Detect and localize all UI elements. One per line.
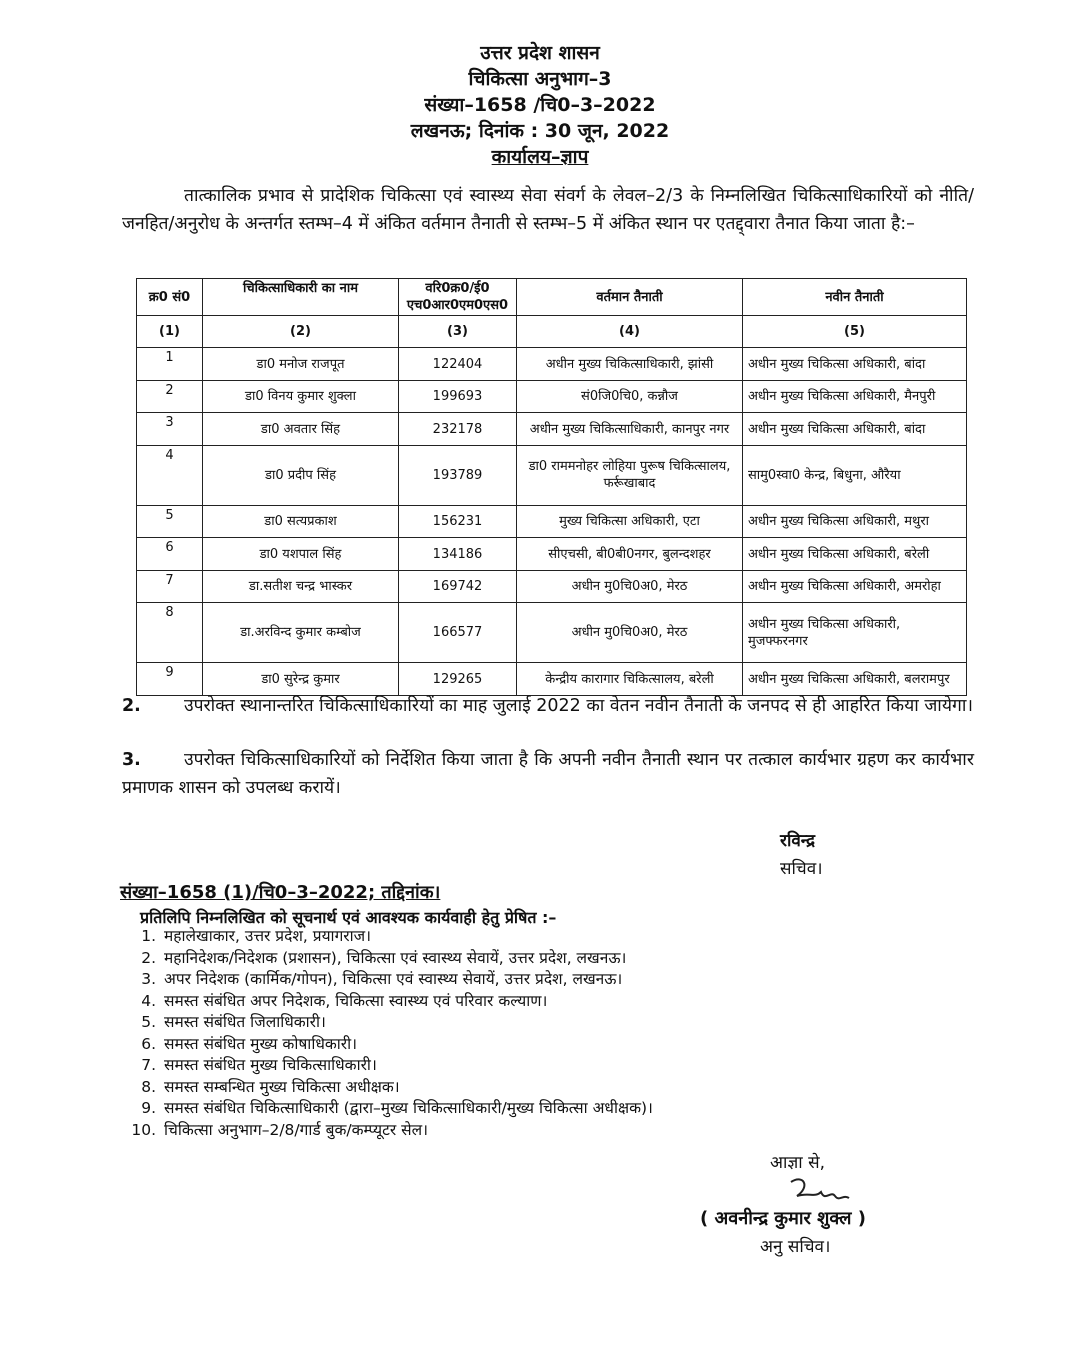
current-posting-cell: अधीन मुख्य चिकित्साधिकारी, झांसी	[517, 348, 743, 380]
table-row	[137, 348, 967, 380]
id-cell: 166577	[399, 603, 517, 663]
id-cell: 193789	[399, 445, 517, 505]
serial-cell: 9	[137, 663, 203, 696]
section-title: चिकित्सा अनुभाग–3	[468, 68, 612, 90]
table-index-row	[137, 316, 967, 348]
list-item	[118, 948, 653, 970]
reference-number: संख्या–1658 /चि0–3–2022	[424, 94, 656, 116]
id-cell: 199693	[399, 380, 517, 412]
current-posting-cell: डा0 राममनोहर लोहिया पुरूष चिकित्सालय, फर्रूखाबाद	[517, 445, 743, 505]
transfer-table	[136, 278, 967, 696]
table-row	[137, 570, 967, 602]
table-row	[137, 603, 967, 663]
table-row	[137, 380, 967, 412]
office-memo-title: कार्यालय–ज्ञाप	[491, 146, 589, 168]
new-posting-cell: अधीन मुख्य चिकित्सा अधिकारी, बांदा	[743, 413, 967, 445]
id-cell: 156231	[399, 505, 517, 537]
id-cell: 169742	[399, 570, 517, 602]
name-cell: डा.अरविन्द कुमार कम्बोज	[203, 603, 399, 663]
list-item-number: 10.	[131, 1120, 156, 1139]
index-cell: (1)	[137, 316, 203, 348]
order-text: आज्ञा से,	[770, 1153, 825, 1173]
new-posting-cell: अधीन मुख्य चिकित्सा अधिकारी, मैनपुरी	[743, 380, 967, 412]
list-item	[118, 1120, 653, 1142]
new-posting-cell: अधीन मुख्य चिकित्सा अधिकारी, मुजफ्फरनगर	[743, 603, 967, 663]
header-serial: क्र0 सं0	[137, 279, 203, 316]
list-item-number: 8.	[141, 1077, 156, 1096]
paragraph-text: उपरोक्त स्थानान्तरित चिकित्साधिकारियों का माह जुलाई 2022 का वेतन नवीन तैनाती के जनपद से ही आहरित किया जायेगा।	[184, 696, 973, 716]
serial-cell: 3	[137, 413, 203, 445]
index-cell: (2)	[203, 316, 399, 348]
index-cell: (4)	[517, 316, 743, 348]
list-item-number: 1.	[141, 927, 156, 945]
list-item-number: 2.	[141, 948, 156, 967]
serial-cell: 6	[137, 538, 203, 570]
id-cell: 129265	[399, 663, 517, 696]
table-row	[137, 663, 967, 696]
name-cell: डा0 अवतार सिंह	[203, 413, 399, 445]
header-new-posting: नवीन तैनाती	[743, 279, 967, 316]
name-cell: डा0 विनय कुमार शुक्ला	[203, 380, 399, 412]
list-item	[118, 1055, 653, 1077]
new-posting-cell: अधीन मुख्य चिकित्सा अधिकारी, बरेली	[743, 538, 967, 570]
place-date: लखनऊ; दिनांक : 30 जून, 2022	[410, 120, 670, 142]
table-row	[137, 538, 967, 570]
list-item-text: चिकित्सा अनुभाग–2/8/गार्ड बुक/कम्प्यूटर सेल।	[164, 1120, 429, 1139]
list-item	[118, 926, 653, 948]
header-id: वरि0क्र0/ई0 एच0आर0एम0एस0	[399, 279, 517, 316]
name-cell: डा0 सुरेन्द्र कुमार	[203, 663, 399, 696]
list-item	[118, 991, 653, 1013]
new-posting-cell: अधीन मुख्य चिकित्सा अधिकारी, अमरोहा	[743, 570, 967, 602]
list-item-text: समस्त संबंधित जिलाधिकारी।	[164, 1013, 326, 1031]
intro-paragraph: तात्कालिक प्रभाव से प्रादेशिक चिकित्सा एवं स्वास्थ्य सेवा संवर्ग के लेवल–2/3 के निम्नलिखित चिकित्साधिकारियों को नीति/जनहित/अनुरोध के अन्तर्गत स्तम्भ–4 में अंकित वर्तमान तैनाती से स्तम्भ–5 में अंकित स्थान पर एतद्द्वारा तैनात किया जाता है:–	[122, 186, 974, 234]
paragraph-text: उपरोक्त चिकित्साधिकारियों को निर्देशित किया जाता है कि अपनी नवीन तैनाती स्थान पर तत्काल कार्यभार ग्रहण कर कार्यभार प्रमाणक शासन को उपलब्ध करायें।	[122, 750, 974, 798]
government-title: उत्तर प्रदेश शासन	[480, 42, 600, 64]
table-header-row	[137, 279, 967, 316]
list-item	[118, 969, 653, 991]
list-item-text: समस्त सम्बन्धित मुख्य चिकित्सा अधीक्षक।	[164, 1077, 400, 1096]
new-posting-cell: अधीन मुख्य चिकित्सा अधिकारी, मथुरा	[743, 505, 967, 537]
list-item-number: 4.	[141, 991, 156, 1010]
list-item	[118, 1077, 653, 1099]
list-item-text: महानिदेशक/निदेशक (प्रशासन), चिकित्सा एवं स्वास्थ्य सेवायें, उत्तर प्रदेश, लखनऊ।	[164, 948, 627, 967]
serial-cell: 1	[137, 348, 203, 380]
new-posting-cell: अधीन मुख्य चिकित्सा अधिकारी, बांदा	[743, 348, 967, 380]
signatory-name: रविन्द्र	[780, 831, 816, 851]
serial-cell: 8	[137, 603, 203, 663]
new-posting-cell: सामु0स्वा0 केन्द्र, बिधुना, औरैया	[743, 445, 967, 505]
current-posting-cell: अधीन मु0चि0अ0, मेरठ	[517, 570, 743, 602]
list-item-number: 9.	[141, 1099, 156, 1117]
current-posting-cell: केन्द्रीय कारागार चिकित्सालय, बरेली	[517, 663, 743, 696]
header-current-posting: वर्तमान तैनाती	[517, 279, 743, 316]
undersigned-designation: अनु सचिव।	[760, 1237, 831, 1257]
list-item-number: 3.	[141, 970, 156, 988]
serial-cell: 4	[137, 445, 203, 505]
name-cell: डा0 प्रदीप सिंह	[203, 445, 399, 505]
current-posting-cell: सं0जि0चि0, कन्नौज	[517, 380, 743, 412]
copy-heading: प्रतिलिपि निम्नलिखित को सूचनार्थ एवं आवश्यक कार्यवाही हेतु प्रेषित :–	[140, 908, 557, 927]
letter-header	[330, 40, 750, 170]
list-item-text: समस्त संबंधित अपर निदेशक, चिकित्सा स्वास्थ्य एवं परिवार कल्याण।	[164, 991, 548, 1010]
paragraph-number: 2.	[122, 696, 141, 716]
list-item-text: अपर निदेशक (कार्मिक/गोपन), चिकित्सा एवं स्वास्थ्य सेवायें, उत्तर प्रदेश, लखनऊ।	[164, 970, 623, 988]
copy-reference-number: संख्या–1658 (1)/चि0–3–2022; तद्दिनांक।	[120, 882, 441, 903]
id-cell: 232178	[399, 413, 517, 445]
list-item	[118, 1098, 653, 1120]
serial-cell: 2	[137, 380, 203, 412]
id-cell: 122404	[399, 348, 517, 380]
paragraph-2	[122, 692, 974, 720]
list-item	[118, 1034, 653, 1056]
list-item	[118, 1012, 653, 1034]
id-cell: 134186	[399, 538, 517, 570]
list-item-number: 6.	[141, 1034, 156, 1053]
table-row	[137, 505, 967, 537]
list-item-number: 5.	[141, 1013, 156, 1031]
list-item-text: समस्त संबंधित चिकित्साधिकारी (द्वारा–मुख्य चिकित्साधिकारी/मुख्य चिकित्सा अधीक्षक)।	[164, 1099, 653, 1117]
current-posting-cell: सीएचसी, बी0बी0नगर, बुलन्दशहर	[517, 538, 743, 570]
current-posting-cell: मुख्य चिकित्सा अधिकारी, एटा	[517, 505, 743, 537]
paragraph-number: 3.	[122, 750, 141, 770]
undersigned-name: ( अवनीन्द्र कुमार शुक्ल )	[700, 1208, 866, 1229]
table-row	[137, 413, 967, 445]
paragraph-3	[122, 746, 974, 802]
index-cell: (5)	[743, 316, 967, 348]
name-cell: डा0 सत्यप्रकाश	[203, 505, 399, 537]
name-cell: डा.सतीश चन्द्र भास्कर	[203, 570, 399, 602]
list-item-text: समस्त संबंधित मुख्य कोषाधिकारी।	[164, 1034, 358, 1053]
signatory-designation: सचिव।	[780, 859, 823, 879]
current-posting-cell: अधीन मु0चि0अ0, मेरठ	[517, 603, 743, 663]
index-cell: (3)	[399, 316, 517, 348]
name-cell: डा0 मनोज राजपूत	[203, 348, 399, 380]
list-item-number: 7.	[141, 1056, 156, 1074]
current-posting-cell: अधीन मुख्य चिकित्साधिकारी, कानपुर नगर	[517, 413, 743, 445]
serial-cell: 5	[137, 505, 203, 537]
list-item-text: समस्त संबंधित मुख्य चिकित्साधिकारी।	[164, 1056, 377, 1074]
serial-cell: 7	[137, 570, 203, 602]
copy-recipients-list	[118, 926, 653, 1141]
header-name: चिकित्साधिकारी का नाम	[203, 279, 399, 316]
table-row	[137, 445, 967, 505]
name-cell: डा0 यशपाल सिंह	[203, 538, 399, 570]
list-item-text: महालेखाकार, उत्तर प्रदेश, प्रयागराज।	[164, 927, 372, 945]
new-posting-cell: अधीन मुख्य चिकित्सा अधिकारी, बलरामपुर	[743, 663, 967, 696]
